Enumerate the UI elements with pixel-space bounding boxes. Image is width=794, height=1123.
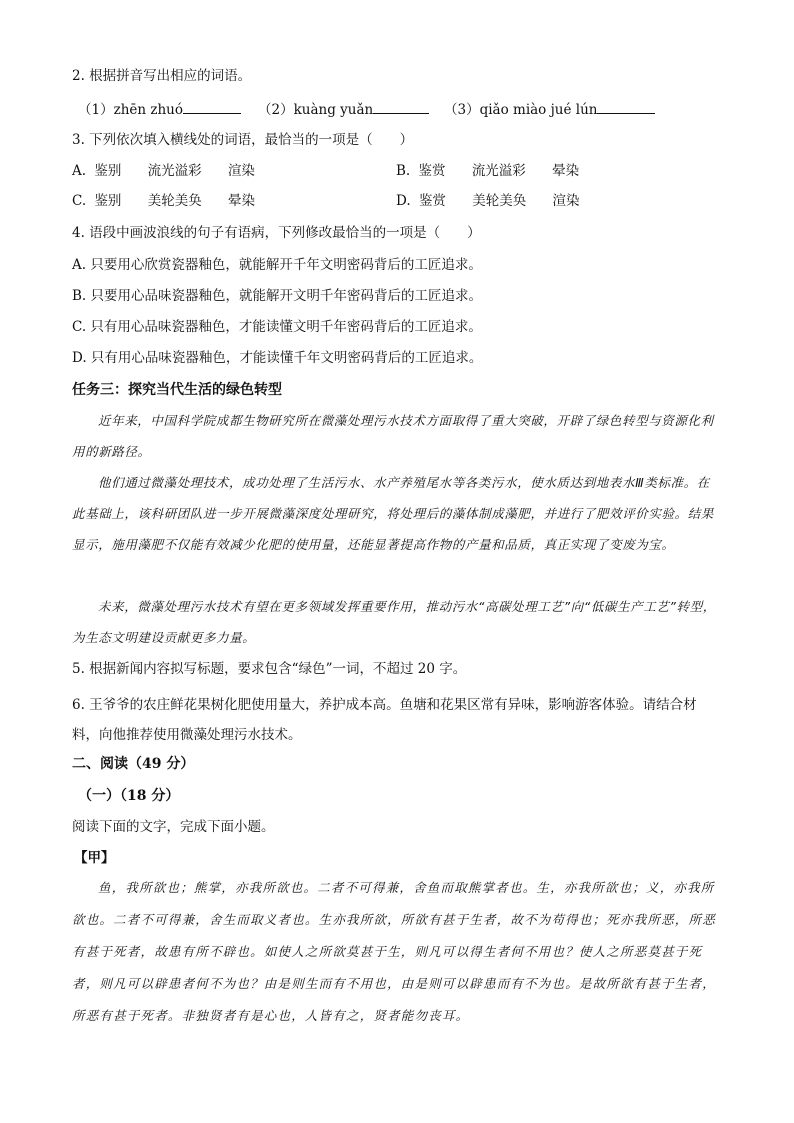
q4-stem: 4. 语段中画波浪线的句子有语病，下列修改最恰当的一项是（ ） bbox=[72, 225, 481, 241]
answer-blank[interactable] bbox=[183, 99, 241, 114]
option-word: 渲染 bbox=[552, 193, 580, 209]
q2-item-1 bbox=[78, 99, 241, 120]
option-word: 鉴别 bbox=[94, 193, 122, 209]
option-word: 流光溢彩 bbox=[471, 163, 526, 179]
task3-paragraph-2: 他们通过微藻处理技术，成功处理了生活污水、水产养殖尾水等各类污水，使水质达到地表水Ⅲ类标准。在此基础上，该科研团队进一步开展微藻深度处理研究，将处理后的藻体制成藻肥，并进行了肥效评价实验。结果显示，施用藻肥不仅能有效减少化肥的使用量，还能显著提高作物的产量和品质，真正实现了变废为宝。 bbox=[72, 475, 714, 552]
option-word: 美轮美奂 bbox=[147, 193, 202, 209]
q2-item-3-label: （3）qiǎo miào jué lún bbox=[444, 102, 598, 118]
q3-stem: 3. 下列依次填入横线处的词语，最恰当的一项是（ ） bbox=[72, 132, 414, 148]
option-letter: C. bbox=[72, 193, 87, 209]
task3-paragraph-1: 近年来，中国科学院成都生物研究所在微藻处理污水技术方面取得了重大突破，开辟了绿色转型与资源化利用的新路径。 bbox=[72, 413, 714, 459]
reading-instruction: 阅读下面的文字，完成下面小题。 bbox=[72, 819, 275, 835]
q4-option-a[interactable]: A. 只要用心欣赏瓷器釉色，就能解开千年文明密码背后的工匠追求。 bbox=[72, 257, 482, 273]
task3-paragraph-3: 未来，微藻处理污水技术有望在更多领域发挥重要作用，推动污水“高碳处理工艺”向“低碳生产工艺”转型，为生态文明建设贡献更多力量。 bbox=[72, 599, 716, 645]
q6-stem: 6. 王爷爷的农庄鲜花果树化肥使用量大，养护成本高。鱼塘和花果区常有异味，影响游客体验。请结合材料，向他推荐使用微藻处理污水技术。 bbox=[72, 697, 697, 743]
q3-option-d[interactable] bbox=[396, 191, 580, 211]
q4-option-c[interactable]: C. 只有用心品味瓷器釉色，才能读懂文明千年密码背后的工匠追求。 bbox=[72, 319, 482, 335]
option-word: 鉴赏 bbox=[418, 163, 446, 179]
option-word: 流光溢彩 bbox=[147, 163, 202, 179]
classical-passage: 鱼，我所欲也；熊掌，亦我所欲也。二者不可得兼，舍鱼而取熊掌者也。生，亦我所欲也；义，亦我所欲也。二者不可得兼，舍生而取义者也。生亦我所欲，所欲有甚于生者，故不为苟得也；死亦我所恶，所恶有甚于死者，故患有所不辟也。如使人之所欲莫甚于生，则凡可以得生者何不用也？使人之所恶莫甚于死者，则凡可以辟患者何不为也？由是则生而有不用也，由是则可以辟患而有不为也。是故所欲有甚于生者，所恶有甚于死者。非独贤者有是心也，人皆有之，贤者能勿丧耳。 bbox=[72, 880, 716, 1023]
q5-stem: 5. 根据新闻内容拟写标题，要求包含“绿色”一词，不超过 20 字。 bbox=[72, 661, 467, 677]
q2-stem: 2. 根据拼音写出相应的词语。 bbox=[72, 68, 252, 84]
option-letter: B. bbox=[396, 163, 411, 179]
q3-option-a[interactable] bbox=[72, 161, 255, 181]
q2-item-1-label: （1）zhēn zhuó bbox=[78, 102, 184, 118]
option-letter: D. bbox=[396, 193, 411, 209]
section2-title: 二、阅读（49 分） bbox=[72, 756, 195, 772]
q3-option-b[interactable] bbox=[396, 161, 579, 181]
option-word: 鉴别 bbox=[94, 163, 122, 179]
q4-option-b[interactable]: B. 只要用心品味瓷器釉色，就能解开文明千年密码背后的工匠追求。 bbox=[72, 288, 483, 304]
option-word: 美轮美奂 bbox=[472, 193, 527, 209]
option-word: 渲染 bbox=[227, 163, 255, 179]
answer-blank[interactable] bbox=[597, 99, 655, 114]
option-word: 鉴赏 bbox=[418, 193, 446, 209]
section2-subtitle: （一）（18 分） bbox=[78, 788, 180, 804]
q2-item-2 bbox=[258, 99, 429, 120]
q3-option-c[interactable] bbox=[72, 191, 255, 211]
q2-item-2-label: （2）kuàng yuǎn bbox=[258, 102, 374, 118]
task3-title: 任务三：探究当代生活的绿色转型 bbox=[72, 382, 282, 398]
option-letter: A. bbox=[72, 163, 87, 179]
passage-label-jia: 【甲】 bbox=[74, 850, 115, 866]
q4-option-d[interactable]: D. 只有用心品味瓷器釉色，才能读懂千年文明密码背后的工匠追求。 bbox=[72, 350, 483, 366]
q2-item-3 bbox=[444, 99, 655, 120]
option-word: 晕染 bbox=[228, 193, 256, 209]
option-word: 晕染 bbox=[552, 163, 580, 179]
answer-blank[interactable] bbox=[373, 99, 429, 114]
